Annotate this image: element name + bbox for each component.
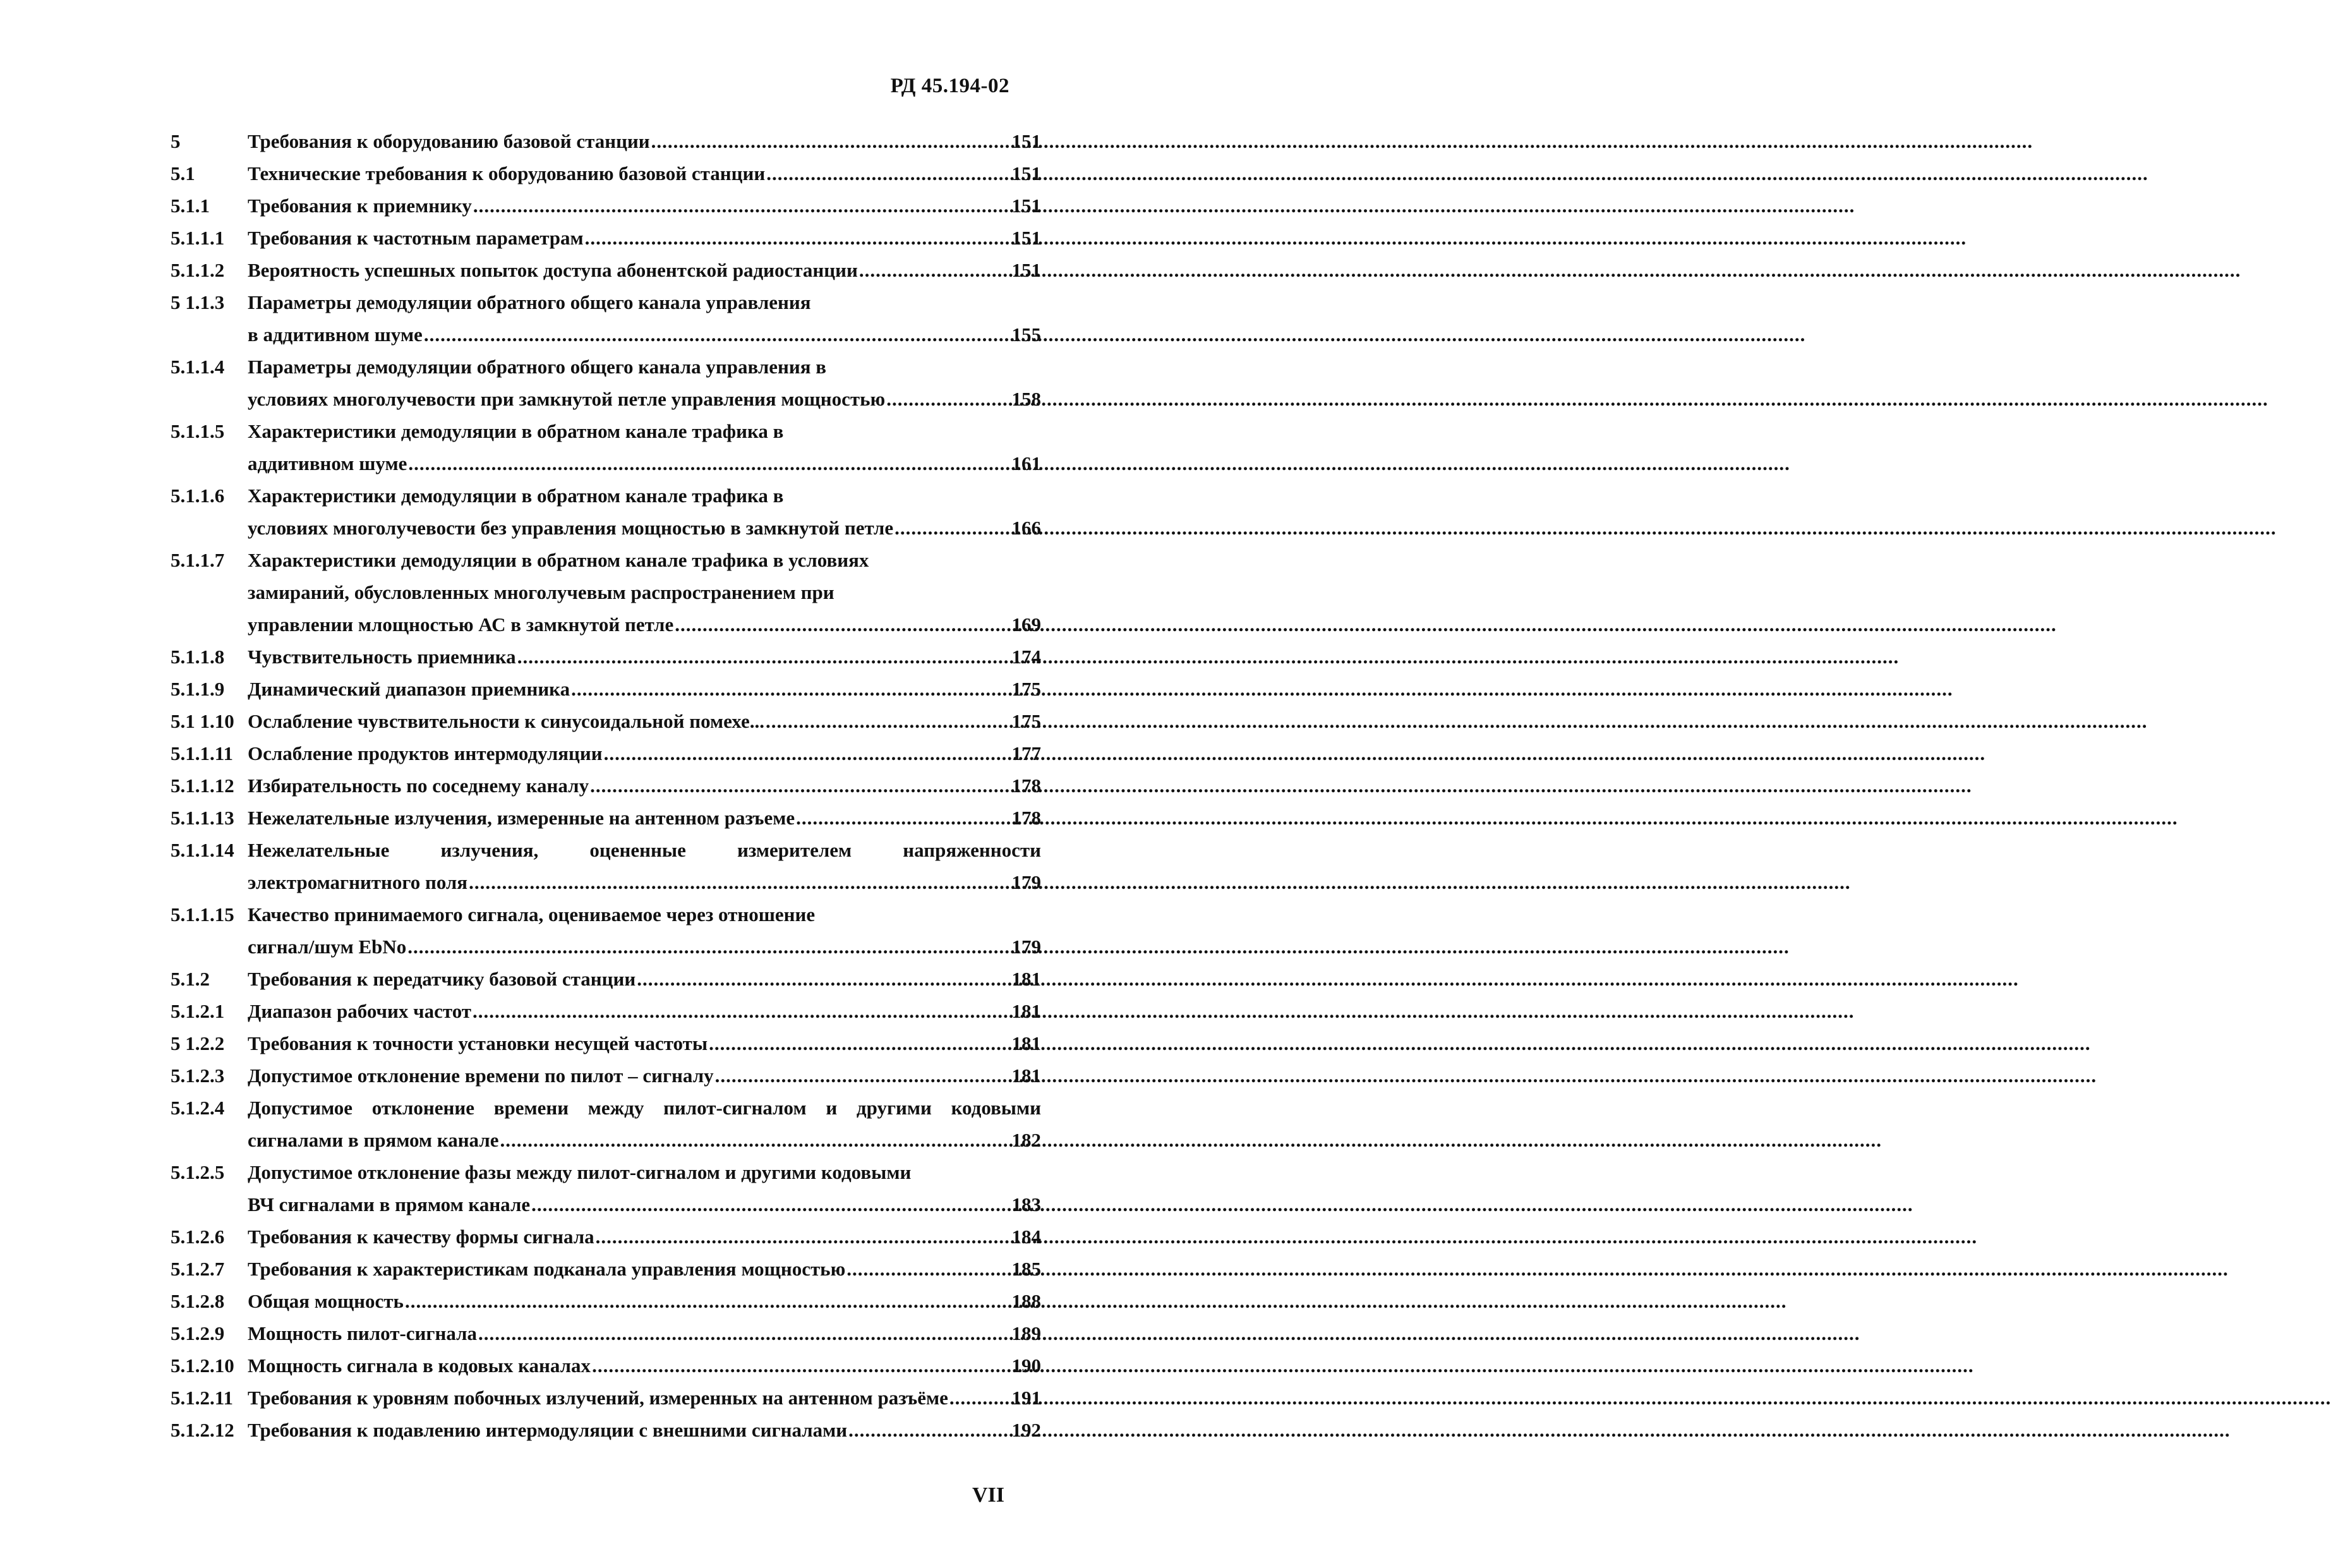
toc-title: Требования к подавлению интермодуляции с внешними сигналами xyxy=(248,1419,848,1441)
toc-title: Требования к характеристикам подканала управления мощностью xyxy=(248,1258,846,1280)
toc-title: Требования к оборудованию базовой станции xyxy=(248,130,650,152)
toc-entry xyxy=(171,415,1041,479)
toc-leader-dots xyxy=(637,963,1009,995)
toc-page-number: 190 xyxy=(1011,1354,1041,1377)
toc-line xyxy=(171,1414,1041,1446)
toc-title: сигналами в прямом канале xyxy=(248,1129,499,1151)
toc-page-number: 166 xyxy=(1011,517,1041,539)
toc-number: 5.1.1.14 xyxy=(171,839,234,861)
toc-number: 5.1.2 xyxy=(171,968,210,990)
toc-line xyxy=(171,608,1041,641)
toc-number: 5.1.2.8 xyxy=(171,1290,225,1312)
toc-line xyxy=(171,512,1041,544)
toc-line xyxy=(171,1092,1041,1124)
toc-page-number: 189 xyxy=(1011,1322,1041,1344)
toc-line xyxy=(171,995,1041,1027)
toc-title: Характеристики демодуляции в обратном канале трафика в условиях xyxy=(248,549,869,571)
toc-page-number: 151 xyxy=(1011,227,1041,249)
toc-leader-dots xyxy=(571,673,1009,705)
toc-leader-dots xyxy=(424,318,1009,351)
toc-page-number: 161 xyxy=(1011,452,1041,474)
toc-number: 5.1.2.1 xyxy=(171,1000,225,1022)
toc-leader-dots xyxy=(651,125,1009,157)
toc-line xyxy=(171,866,1041,898)
toc-number: 5.1.1.12 xyxy=(171,775,234,797)
table-of-contents xyxy=(171,125,1041,1446)
toc-leader-dots xyxy=(500,1124,1009,1156)
toc-leader-dots xyxy=(531,1188,1009,1221)
toc-page-number: 151 xyxy=(1011,195,1041,217)
toc-number: 5.1.1.8 xyxy=(171,646,225,668)
toc-line xyxy=(171,544,1041,576)
toc-leader-dots xyxy=(405,1285,1009,1317)
toc-entry xyxy=(171,641,1041,673)
toc-entry xyxy=(171,1382,1041,1414)
toc-entry xyxy=(171,1285,1041,1317)
toc-line xyxy=(171,415,1041,447)
toc-entry xyxy=(171,673,1041,705)
toc-title: Качество принимаемого сигнала, оцениваемое через отношение xyxy=(248,903,816,926)
toc-title: Динамический диапазон приемника xyxy=(248,678,570,700)
toc-number: 5 1.1.3 xyxy=(171,291,225,313)
toc-page-number: 177 xyxy=(1011,742,1041,764)
toc-leader-dots xyxy=(517,641,1009,673)
toc-number: 5.1.2.6 xyxy=(171,1226,225,1248)
toc-entry xyxy=(171,222,1041,254)
toc-title: Требования к передатчику базовой станции xyxy=(248,968,636,990)
toc-page-number: 178 xyxy=(1011,775,1041,797)
toc-entry xyxy=(171,479,1041,544)
toc-page-number: 151 xyxy=(1011,162,1041,184)
toc-leader-dots xyxy=(592,1349,1009,1382)
toc-line xyxy=(171,769,1041,802)
toc-page-number: 182 xyxy=(1011,1129,1041,1151)
toc-page-number: 175 xyxy=(1011,678,1041,700)
toc-entry xyxy=(171,995,1041,1027)
toc-line xyxy=(171,1317,1041,1349)
toc-number: 5.1.1.5 xyxy=(171,420,225,442)
toc-title: Требования к приемнику xyxy=(248,195,472,217)
toc-entry xyxy=(171,1317,1041,1349)
toc-leader-dots xyxy=(478,1317,1009,1349)
toc-entry xyxy=(171,898,1041,963)
toc-title: Требования к частотным параметрам xyxy=(248,227,584,249)
toc-line xyxy=(171,898,1041,931)
toc-title: в аддитивном шуме xyxy=(248,323,423,346)
toc-entry xyxy=(171,544,1041,641)
toc-page-number: 158 xyxy=(1011,388,1041,410)
toc-title: условиях многолучевости без управления мощностью в замкнутой петле xyxy=(248,517,894,539)
toc-number: 5.1.1 xyxy=(171,195,210,217)
toc-entry xyxy=(171,705,1041,737)
toc-leader-dots xyxy=(604,737,1009,769)
toc-number: 5.1.2.12 xyxy=(171,1419,234,1441)
toc-title: Нежелательные излучения, измеренные на антенном разъеме xyxy=(248,807,795,829)
toc-leader-dots xyxy=(886,383,1009,415)
page-number: VII xyxy=(972,1483,1004,1507)
toc-line xyxy=(171,157,1041,190)
toc-page-number: 181 xyxy=(1011,1032,1041,1054)
toc-title: аддитивном шуме xyxy=(248,452,407,474)
toc-title: Диапазон рабочих частот xyxy=(248,1000,472,1022)
toc-page-number: 183 xyxy=(1011,1193,1041,1215)
toc-line xyxy=(171,190,1041,222)
toc-line xyxy=(171,1221,1041,1253)
toc-line xyxy=(171,1253,1041,1285)
toc-entry xyxy=(171,1253,1041,1285)
toc-leader-dots xyxy=(859,254,1009,286)
toc-number: 5.1.2.7 xyxy=(171,1258,225,1280)
toc-title: Параметры демодуляции обратного общего канала управления xyxy=(248,291,811,313)
toc-number: 5.1.2.4 xyxy=(171,1097,225,1119)
toc-number: 5.1.1.4 xyxy=(171,356,225,378)
toc-title: Параметры демодуляции обратного общего канала управления в xyxy=(248,356,826,378)
toc-leader-dots xyxy=(846,1253,1009,1285)
toc-title: Нежелательные излучения, оцененные измерителем напряженности xyxy=(248,839,1041,861)
toc-page-number: 185 xyxy=(1011,1258,1041,1280)
document-code: РД 45.194-02 xyxy=(890,75,1009,97)
toc-number: 5.1 xyxy=(171,162,195,184)
toc-entry xyxy=(171,157,1041,190)
toc-line xyxy=(171,963,1041,995)
toc-leader-dots xyxy=(715,1059,1009,1092)
toc-entry xyxy=(171,769,1041,802)
toc-page-number: 181 xyxy=(1011,968,1041,990)
toc-title: Общая мощность xyxy=(248,1290,404,1312)
toc-leader-dots xyxy=(408,447,1009,479)
toc-leader-dots xyxy=(596,1221,1009,1253)
toc-title: Допустимое отклонение времени по пилот – сигналу xyxy=(248,1064,714,1087)
toc-number: 5 xyxy=(171,130,181,152)
toc-page-number: 151 xyxy=(1011,130,1041,152)
toc-title: Требования к точности установки несущей частоты xyxy=(248,1032,708,1054)
toc-line xyxy=(171,479,1041,512)
toc-leader-dots xyxy=(675,608,1009,641)
toc-title: сигнал/шум EbNo xyxy=(248,936,407,958)
toc-title: условиях многолучевости при замкнутой петле управления мощностью xyxy=(248,388,886,410)
toc-leader-dots xyxy=(473,995,1009,1027)
toc-page-number: 181 xyxy=(1011,1064,1041,1087)
toc-title: Характеристики демодуляции в обратном канале трафика в xyxy=(248,420,784,442)
toc-line xyxy=(171,1059,1041,1092)
toc-line xyxy=(171,318,1041,351)
toc-line xyxy=(171,641,1041,673)
toc-number: 5.1.1.7 xyxy=(171,549,225,571)
toc-line xyxy=(171,125,1041,157)
toc-entry xyxy=(171,834,1041,898)
toc-line xyxy=(171,1156,1041,1188)
toc-entry xyxy=(171,1414,1041,1446)
toc-number: 5.1.1.9 xyxy=(171,678,225,700)
toc-title: управлении млощностью АС в замкнутой петле xyxy=(248,613,674,636)
toc-number: 5.1.1.15 xyxy=(171,903,234,926)
toc-number: 5.1.2.3 xyxy=(171,1064,225,1087)
toc-title: Ослабление чувствительности к синусоидальной помехе... xyxy=(248,710,765,732)
toc-page-number: 184 xyxy=(1011,1226,1041,1248)
toc-title: Избирательность по соседнему каналу xyxy=(248,775,589,797)
toc-leader-dots xyxy=(407,931,1009,963)
toc-line xyxy=(171,576,1041,608)
toc-line xyxy=(171,834,1041,866)
toc-title: ВЧ сигналами в прямом канале xyxy=(248,1193,531,1215)
toc-number: 5.1 1.10 xyxy=(171,710,234,732)
toc-title: Технические требования к оборудованию базовой станции xyxy=(248,162,766,184)
toc-entry xyxy=(171,963,1041,995)
toc-page-number: 155 xyxy=(1011,323,1041,346)
toc-line xyxy=(171,351,1041,383)
toc-number: 5 1.2.2 xyxy=(171,1032,225,1054)
toc-line xyxy=(171,802,1041,834)
toc-line xyxy=(171,737,1041,769)
toc-line xyxy=(171,673,1041,705)
toc-title: Допустимое отклонение времени между пилот-сигналом и другими кодовыми xyxy=(248,1097,1041,1119)
toc-number: 5.1.1.6 xyxy=(171,485,225,507)
toc-title: Требования к качеству формы сигнала xyxy=(248,1226,594,1248)
toc-entry xyxy=(171,351,1041,415)
toc-line xyxy=(171,931,1041,963)
toc-page-number: 178 xyxy=(1011,807,1041,829)
toc-line xyxy=(171,1027,1041,1059)
toc-page-number: 188 xyxy=(1011,1290,1041,1312)
toc-title: Мощность сигнала в кодовых каналах xyxy=(248,1354,591,1377)
toc-leader-dots xyxy=(848,1414,1009,1446)
toc-entry xyxy=(171,1349,1041,1382)
toc-title: Характеристики демодуляции в обратном канале трафика в xyxy=(248,485,784,507)
toc-number: 5.1.2.11 xyxy=(171,1387,234,1409)
toc-number: 5.1.2.9 xyxy=(171,1322,225,1344)
toc-entry xyxy=(171,1221,1041,1253)
toc-line xyxy=(171,1285,1041,1317)
toc-title: Мощность пилот-сигнала xyxy=(248,1322,477,1344)
toc-page-number: 181 xyxy=(1011,1000,1041,1022)
toc-entry xyxy=(171,1092,1041,1156)
toc-title: Требования к уровням побочных излучений, измеренных на антенном разъёме xyxy=(248,1387,948,1409)
toc-page-number: 179 xyxy=(1011,936,1041,958)
toc-leader-dots xyxy=(469,866,1009,898)
toc-page-number: 192 xyxy=(1011,1419,1041,1441)
toc-entry xyxy=(171,190,1041,222)
toc-page-number: 179 xyxy=(1011,871,1041,893)
toc-title: Допустимое отклонение фазы между пилот-сигналом и другими кодовыми xyxy=(248,1161,912,1183)
toc-number: 5.1.1.1 xyxy=(171,227,225,249)
toc-title: замираний, обусловленных многолучевым распространением при xyxy=(248,581,834,603)
toc-leader-dots xyxy=(709,1027,1009,1059)
toc-leader-dots xyxy=(796,802,1009,834)
toc-entry xyxy=(171,286,1041,351)
toc-entry xyxy=(171,1027,1041,1059)
toc-title: Вероятность успешных попыток доступа абонентской радиостанции xyxy=(248,259,858,281)
toc-number: 5.1.2.10 xyxy=(171,1354,234,1377)
toc-entry xyxy=(171,254,1041,286)
toc-page-number: 175 xyxy=(1011,710,1041,732)
toc-title: Чувствительность приемника xyxy=(248,646,516,668)
toc-number: 5.1.1.11 xyxy=(171,742,234,764)
toc-line xyxy=(171,705,1041,737)
toc-line xyxy=(171,383,1041,415)
toc-line xyxy=(171,1382,1041,1414)
toc-line xyxy=(171,447,1041,479)
toc-leader-dots xyxy=(473,190,1009,222)
toc-leader-dots xyxy=(894,512,1009,544)
toc-page-number: 174 xyxy=(1011,646,1041,668)
toc-leader-dots xyxy=(766,157,1009,190)
toc-leader-dots xyxy=(590,769,1009,802)
toc-leader-dots xyxy=(585,222,1009,254)
toc-number: 5.1.1.2 xyxy=(171,259,225,281)
toc-entry xyxy=(171,1059,1041,1092)
toc-page-number: 151 xyxy=(1011,259,1041,281)
toc-line xyxy=(171,1188,1041,1221)
toc-title: Ослабление продуктов интермодуляции xyxy=(248,742,603,764)
toc-number: 5.1.2.5 xyxy=(171,1161,225,1183)
toc-line xyxy=(171,1124,1041,1156)
toc-leader-dots xyxy=(949,1382,1009,1414)
toc-leader-dots xyxy=(766,705,1009,737)
toc-line xyxy=(171,254,1041,286)
toc-page-number: 169 xyxy=(1011,613,1041,636)
toc-line xyxy=(171,286,1041,318)
toc-entry xyxy=(171,125,1041,157)
toc-entry xyxy=(171,1156,1041,1221)
toc-title: электромагнитного поля xyxy=(248,871,468,893)
toc-line xyxy=(171,1349,1041,1382)
toc-number: 5.1.1.13 xyxy=(171,807,234,829)
toc-entry xyxy=(171,737,1041,769)
toc-line xyxy=(171,222,1041,254)
toc-page-number: 191 xyxy=(1011,1387,1041,1409)
toc-entry xyxy=(171,802,1041,834)
